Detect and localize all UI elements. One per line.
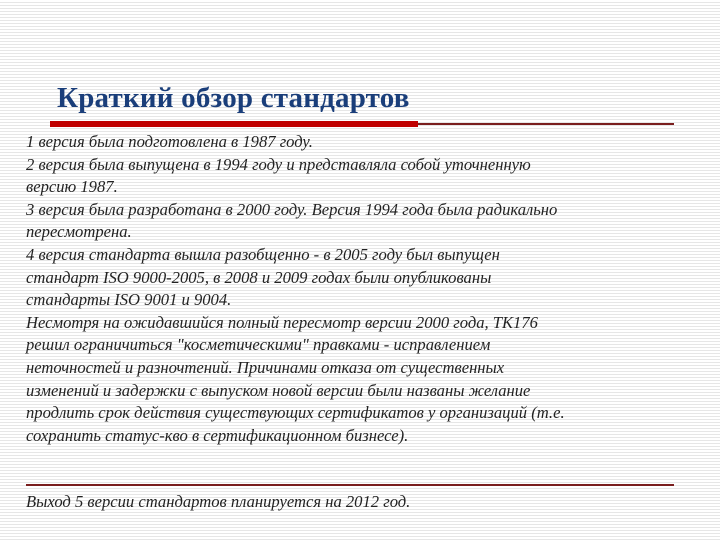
- footer-text: Выход 5 версии стандартов планируется на 2012 год.: [26, 492, 411, 511]
- body-line: 1 версия была подготовлена в 1987 году.: [26, 132, 313, 151]
- slide-title: Краткий обзор стандартов: [57, 82, 410, 114]
- body-line: Несмотря на ожидавшийся полный пересмотр версии 2000 года, ТК176: [26, 312, 538, 332]
- footer-divider-line: [26, 484, 674, 486]
- body-line: 2 версия была выпущена в 1994 году и представляла собой уточненную: [26, 154, 531, 174]
- body-line: 4 версия стандарта вышла разобщенно - в 2005 году был выпущен: [26, 244, 500, 264]
- body-line: продлить срок действия существующих сертификатов у организаций (т.е.: [26, 403, 565, 423]
- body-line: решил ограничиться "косметическими" правками - исправлением: [26, 335, 491, 355]
- body-line: 3 версия была разработана в 2000 году. Версия 1994 года была радикально: [26, 199, 558, 219]
- title-divider-line: [418, 123, 674, 125]
- body-line: пересмотрена.: [26, 222, 132, 242]
- body-line: неточностей и разночтений. Причинами отказа от существенных: [26, 357, 505, 377]
- body-line: изменений и задержки с выпуском новой версии были названы желание: [26, 380, 531, 400]
- body-line: версию 1987.: [26, 177, 118, 197]
- body-line: стандарт ISO 9000-2005, в 2008 и 2009 годах были опубликованы: [26, 267, 492, 287]
- body-line: сохранить статус-кво в сертификационном бизнесе).: [26, 425, 409, 445]
- body-text: [26, 131, 696, 447]
- title-accent-bar: [50, 121, 418, 127]
- body-line: стандарты ISO 9001 и 9004.: [26, 290, 232, 310]
